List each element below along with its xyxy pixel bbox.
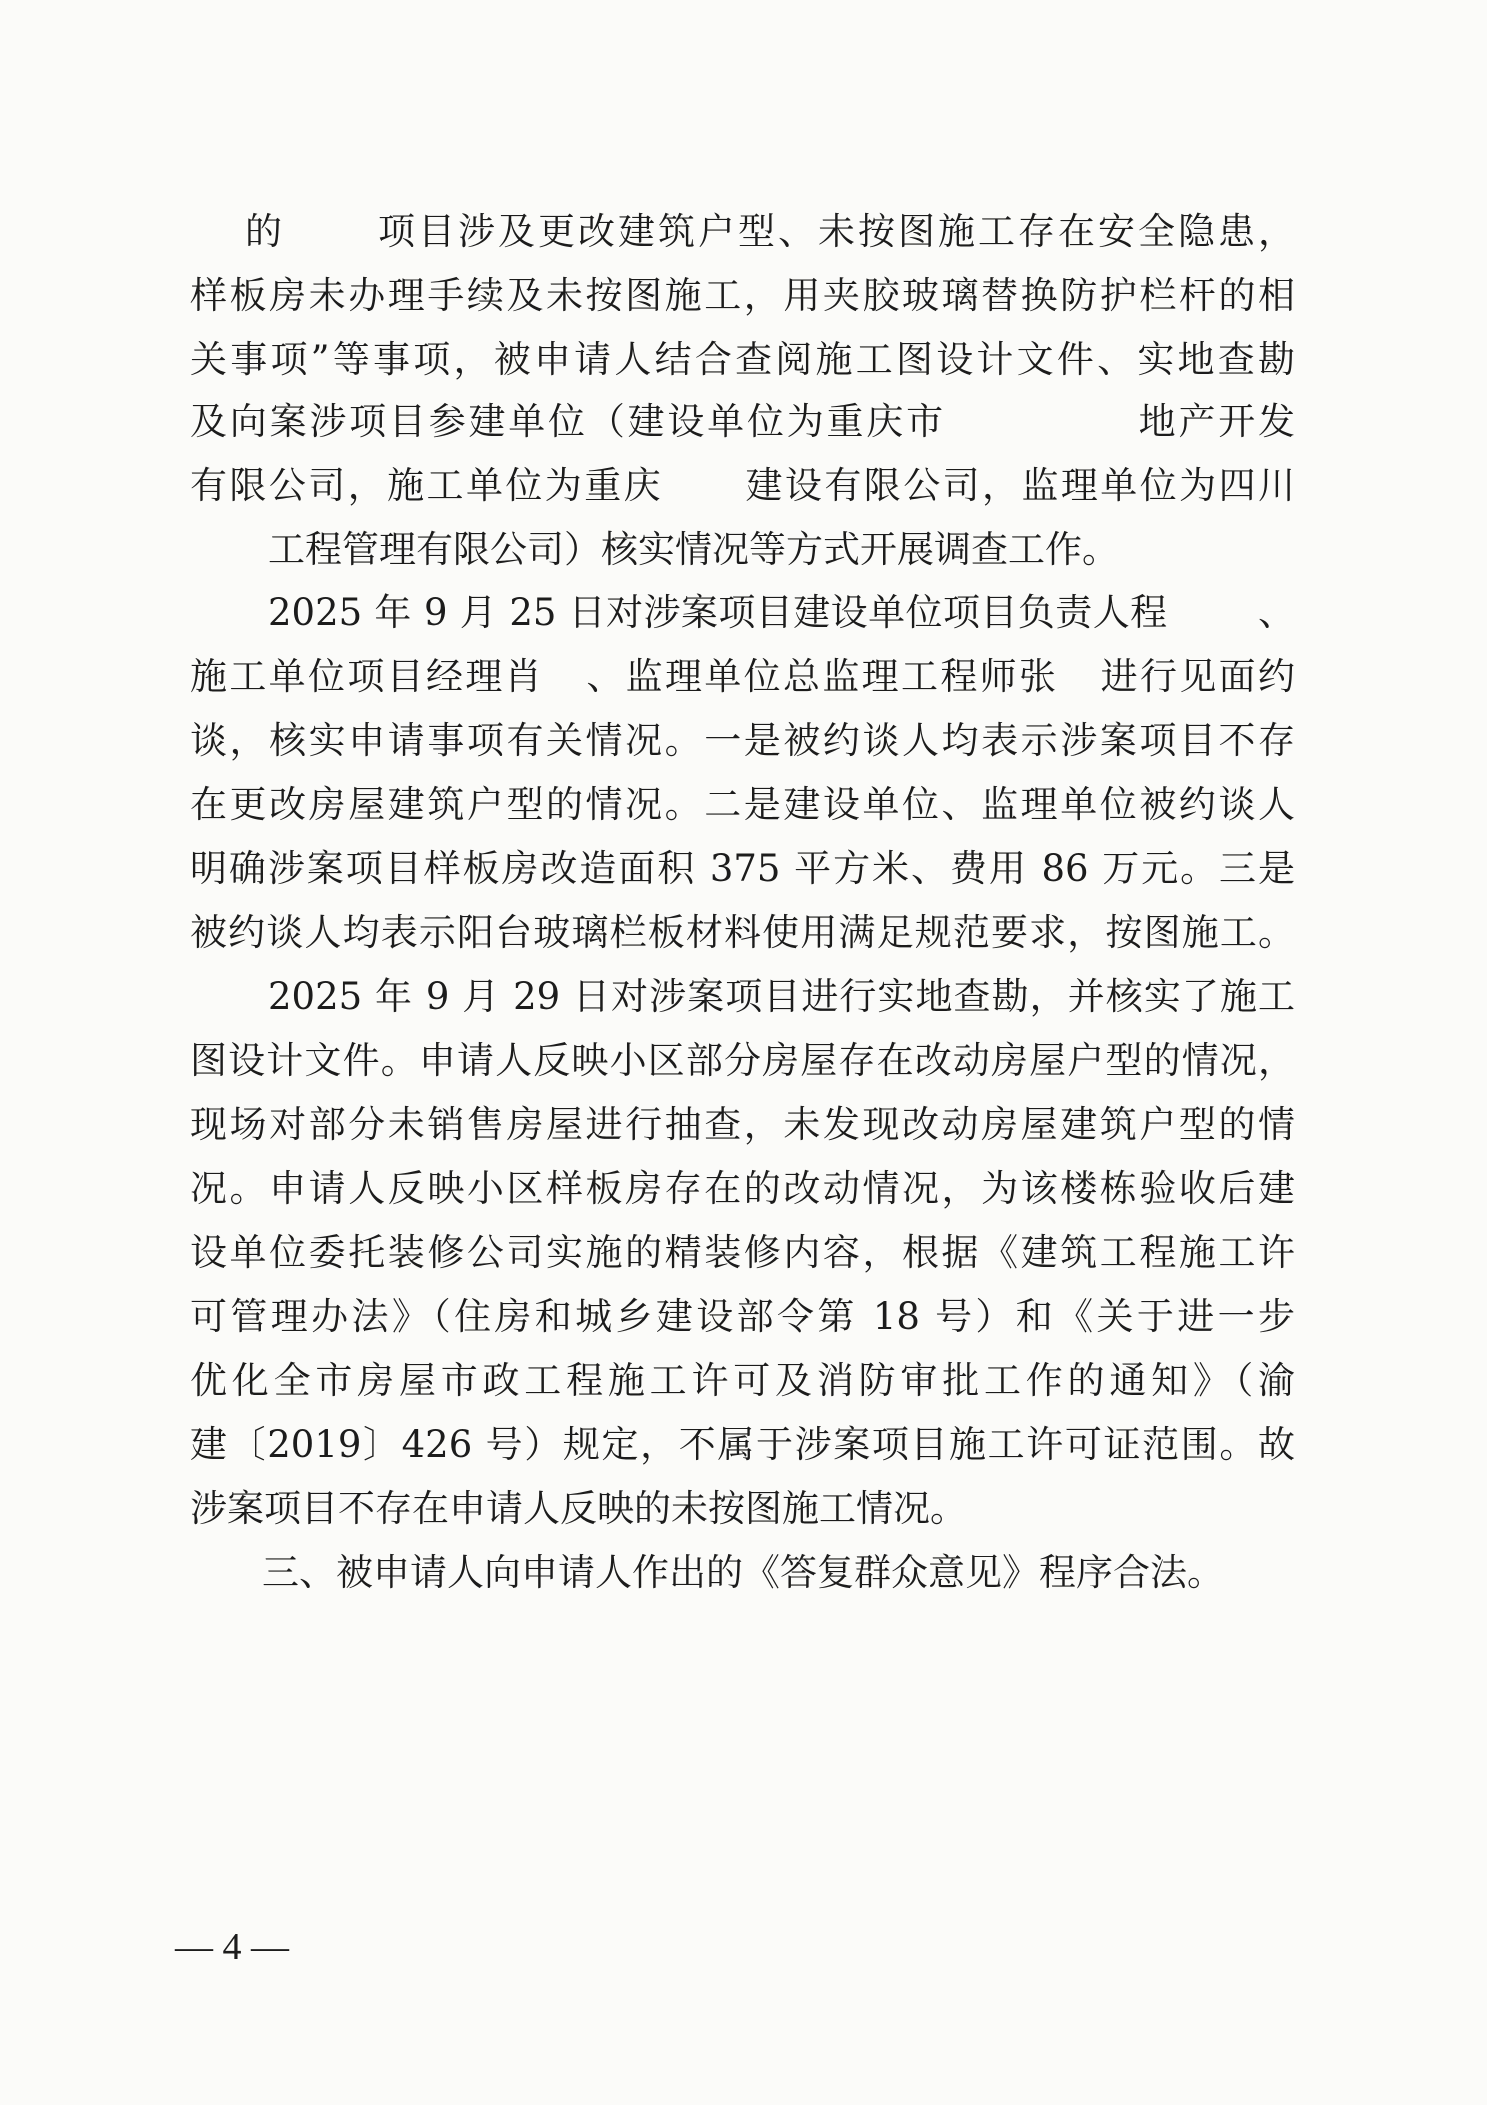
text-segment: 图设计文件。申请人反映小区部分房屋存在改动房屋户型的情况，	[190, 1039, 1295, 1082]
text-line	[190, 1423, 1295, 1466]
text-segment: 施工单位项目经理肖	[190, 655, 544, 698]
text-line	[190, 274, 1295, 317]
text-segment: 、监理单位总监理工程师张	[584, 655, 1059, 698]
text-line	[190, 1039, 1295, 1082]
text-segment: 有限公司，施工单位为重庆	[190, 464, 664, 507]
text-segment: 项目涉及更改建筑户型、未按图施工存在安全隐患，	[375, 210, 1295, 253]
text-line	[268, 975, 1295, 1018]
text-line	[268, 528, 1295, 571]
text-segment: 明确涉案项目样板房改造面积 375 平方米、费用 86 万元。三是	[190, 847, 1295, 890]
text-line	[190, 464, 1296, 507]
text-segment: 地产开发	[1135, 400, 1296, 443]
text-segment: 样板房未办理手续及未按图施工，用夹胶玻璃替换防护栏杆的相	[190, 274, 1295, 317]
text-segment: 在更改房屋建筑户型的情况。二是建设单位、监理单位被约谈人	[190, 783, 1295, 826]
text-line	[190, 783, 1295, 826]
text-line	[190, 1167, 1295, 1210]
text-segment: 2025 年 9 月 25 日对涉案项目建设单位项目负责人程	[268, 591, 1168, 634]
text-segment: 、	[1257, 591, 1295, 634]
text-segment: 2025 年 9 月 29 日对涉案项目进行实地查勘，并核实了施工	[268, 975, 1295, 1018]
text-line	[190, 1103, 1295, 1146]
text-line	[245, 210, 1295, 253]
text-segment: 工程管理有限公司）核实情况等方式开展调查工作。	[268, 528, 1119, 571]
text-segment: 涉案项目不存在申请人反映的未按图施工情况。	[190, 1487, 967, 1530]
text-segment: 建设有限公司，监理单位为四川	[743, 464, 1296, 507]
text-segment: 优化全市房屋市政工程施工许可及消防审批工作的通知》（渝	[190, 1359, 1295, 1402]
text-segment: 况。申请人反映小区样板房存在的改动情况，为该楼栋验收后建	[190, 1167, 1295, 1210]
text-line	[190, 1231, 1295, 1274]
text-line	[190, 847, 1295, 890]
text-line	[190, 1359, 1295, 1402]
text-line	[190, 1487, 1295, 1530]
text-segment: 被约谈人均表示阳台玻璃栏板材料使用满足规范要求，按图施工。	[190, 911, 1295, 954]
text-line	[190, 400, 1296, 443]
text-line	[190, 655, 1296, 698]
text-line	[190, 338, 1295, 381]
text-segment: 现场对部分未销售房屋进行抽查，未发现改动房屋建筑户型的情	[190, 1103, 1295, 1146]
text-segment: 可管理办法》（住房和城乡建设部令第 18 号）和《关于进一步	[190, 1295, 1295, 1338]
text-line	[190, 719, 1295, 762]
text-segment: 及向案涉项目参建单位（建设单位为重庆市	[190, 400, 946, 443]
text-segment: 进行见面约	[1098, 655, 1296, 698]
text-line	[268, 591, 1295, 634]
page-number: — 4 —	[175, 1926, 289, 1968]
text-segment: 三、被申请人向申请人作出的《答复群众意见》程序合法。	[262, 1551, 1224, 1594]
text-line	[190, 1295, 1295, 1338]
text-segment: 的	[245, 210, 285, 253]
section-heading-line	[262, 1551, 1295, 1594]
text-segment: 谈，核实申请事项有关情况。一是被约谈人均表示涉案项目不存	[190, 719, 1295, 762]
text-segment: 建〔2019〕426 号）规定，不属于涉案项目施工许可证范围。故	[190, 1423, 1295, 1466]
text-segment: 设单位委托装修公司实施的精装修内容，根据《建筑工程施工许	[190, 1231, 1295, 1274]
text-segment: 关事项”等事项，被申请人结合查阅施工图设计文件、实地查勘	[190, 338, 1295, 381]
text-line	[190, 911, 1295, 954]
